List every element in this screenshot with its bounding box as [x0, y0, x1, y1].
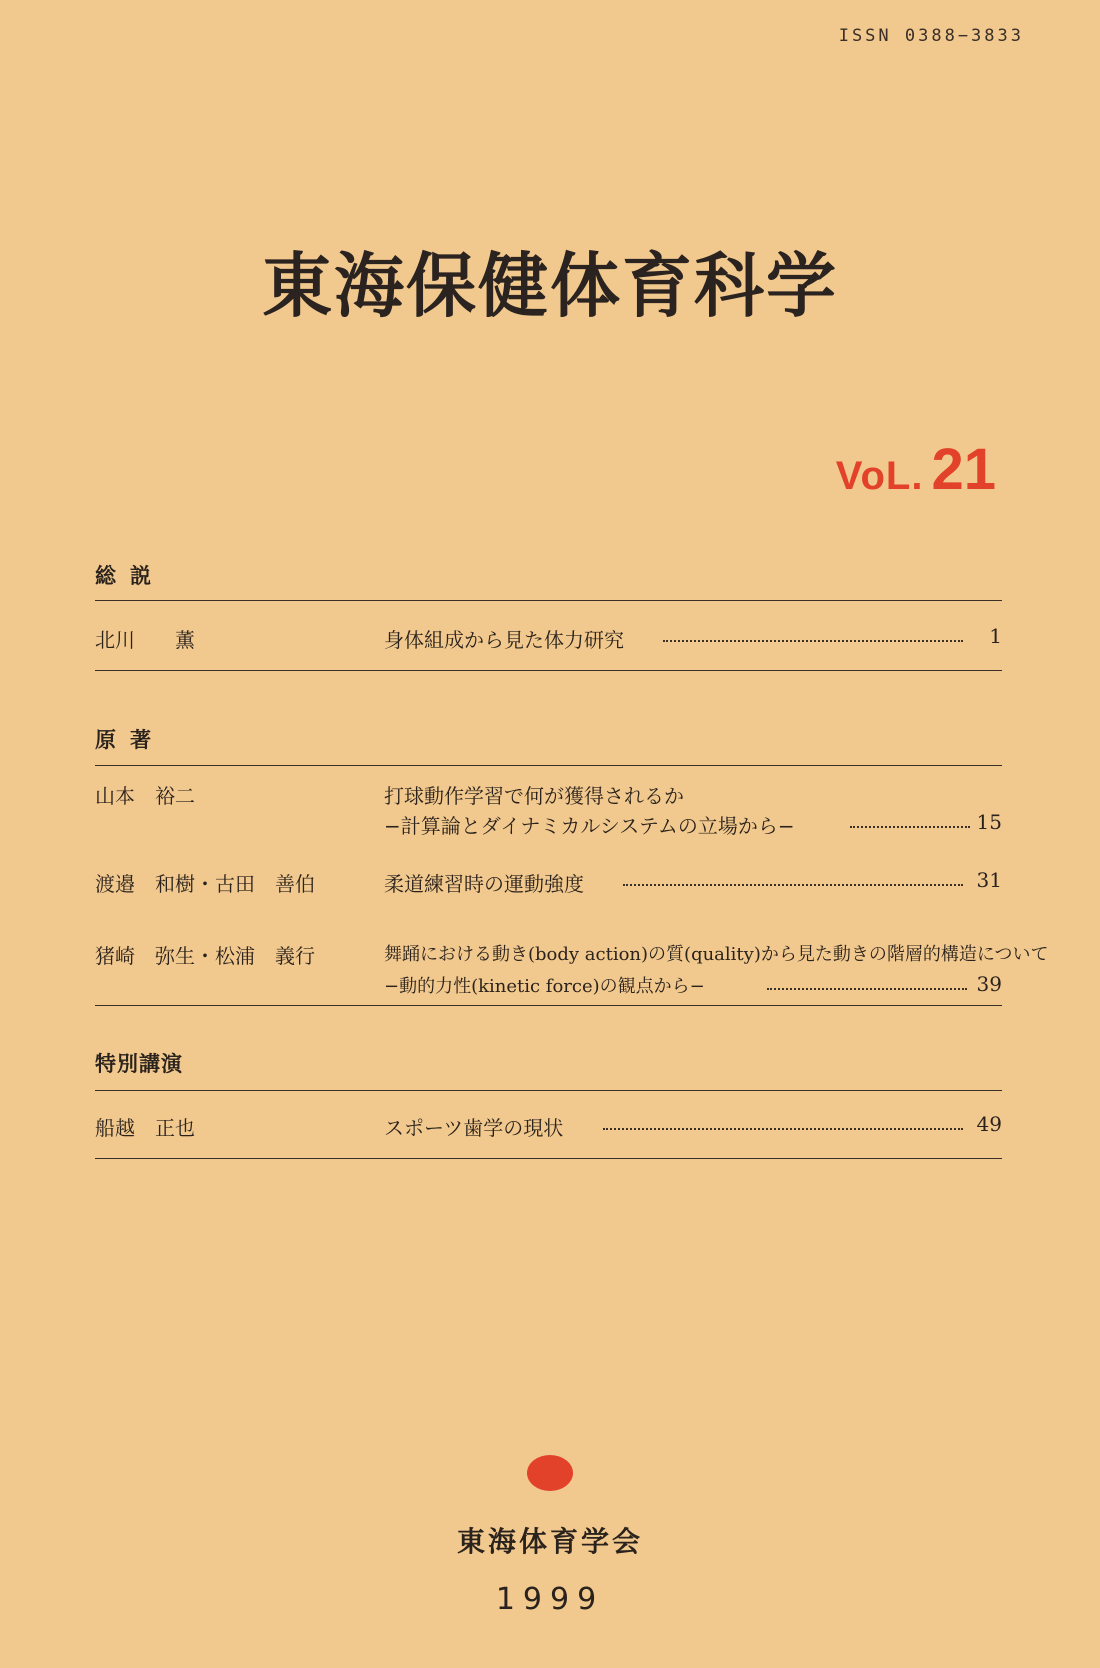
- leader-dots: [767, 988, 967, 990]
- divider: [95, 600, 1002, 601]
- entry-subtitle: −動的力性(kinetic force)の観点から−: [384, 976, 705, 997]
- issn-number: ISSN 0388−3833: [838, 26, 1024, 46]
- volume-number: 21: [931, 437, 996, 502]
- publication-year: 1999: [495, 1582, 605, 1617]
- leader-dots: [603, 1128, 963, 1130]
- volume-label: [836, 436, 996, 503]
- entry-page: 31: [976, 868, 1002, 892]
- publisher-name: 東海体育学会: [456, 1525, 643, 1558]
- entry-page: 1: [989, 624, 1002, 648]
- entry-author: 渡邉 和樹・古田 善伯: [95, 872, 315, 896]
- red-circle-emblem: [527, 1455, 573, 1491]
- section-heading-review: 総説: [95, 564, 165, 588]
- entry-page: 49: [976, 1112, 1002, 1136]
- entry-title: 身体組成から見た体力研究: [384, 628, 624, 652]
- journal-title: 東海保健体育科学: [262, 245, 838, 327]
- divider: [95, 1005, 1002, 1006]
- entry-author: 北川 薫: [95, 628, 195, 652]
- section-heading-original: 原著: [95, 728, 165, 752]
- entry-title: 柔道練習時の運動強度: [384, 872, 584, 896]
- entry-subtitle: −計算論とダイナミカルシステムの立場から−: [384, 814, 795, 838]
- leader-dots: [623, 884, 963, 886]
- entry-title: 打球動作学習で何が獲得されるか: [384, 784, 684, 808]
- leader-dots: [850, 826, 970, 828]
- entry-title: 舞踊における動き(body action)の質(quality)から見た動きの階層的構造について: [384, 944, 1049, 965]
- divider: [95, 1090, 1002, 1091]
- entry-author: 山本 裕二: [95, 784, 195, 808]
- entry-author: 船越 正也: [95, 1116, 195, 1140]
- divider: [95, 1158, 1002, 1159]
- divider: [95, 765, 1002, 766]
- divider: [95, 670, 1002, 671]
- entry-page: 39: [976, 972, 1002, 996]
- entry-author: 猪崎 弥生・松浦 義行: [95, 944, 315, 968]
- entry-page: 15: [976, 810, 1002, 834]
- section-heading-lecture: 特別講演: [95, 1052, 183, 1076]
- entry-title: スポーツ歯学の現状: [384, 1116, 564, 1140]
- leader-dots: [663, 640, 963, 642]
- volume-prefix: VoL.: [835, 454, 924, 498]
